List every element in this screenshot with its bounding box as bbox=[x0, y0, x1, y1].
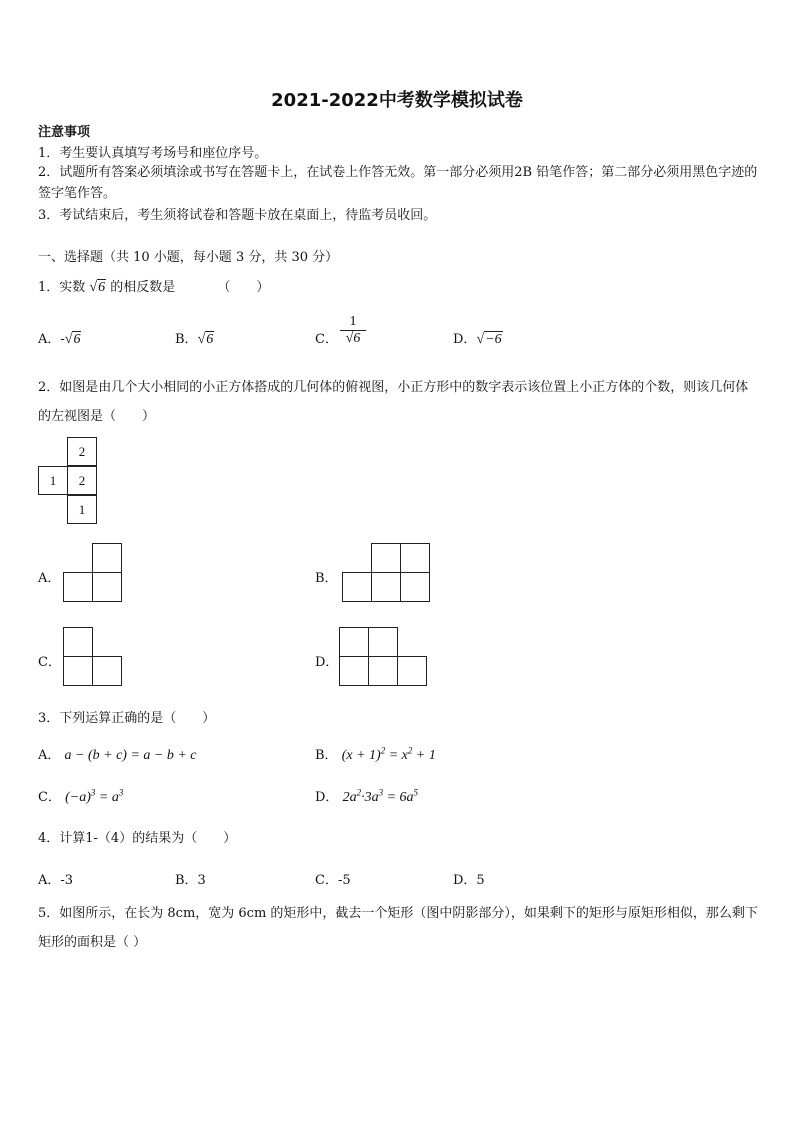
option-b[interactable]: B．3 bbox=[175, 873, 206, 888]
sqrt-expression: √6 bbox=[64, 332, 81, 347]
math-expression bbox=[65, 787, 124, 805]
figure-square bbox=[368, 656, 398, 686]
question-4: 4．计算1-（4）的结果为（ ） bbox=[38, 831, 237, 846]
option-b[interactable]: B． bbox=[315, 571, 338, 586]
notice-item: 1．考生要认真填写考场号和座位序号。 bbox=[38, 146, 268, 161]
answer-paren: （ ） bbox=[217, 280, 270, 295]
figure-square bbox=[342, 572, 372, 602]
math-expression: a − (b + c) = a − b + c bbox=[64, 748, 197, 763]
exponent: 2 bbox=[356, 787, 362, 798]
exponent: 5 bbox=[413, 787, 419, 798]
grid-cell: 1 bbox=[38, 466, 68, 495]
option-label: A． bbox=[38, 748, 61, 763]
option-d[interactable]: D． bbox=[315, 655, 339, 670]
math-expression bbox=[342, 787, 419, 805]
figure-square bbox=[63, 656, 93, 686]
figure-square bbox=[63, 572, 93, 602]
option-c[interactable]: C． bbox=[38, 655, 61, 670]
grid-cell: 2 bbox=[67, 466, 97, 495]
sqrt-expression: √−6 bbox=[476, 332, 502, 347]
option-a[interactable]: A．-3 bbox=[38, 873, 74, 888]
q1-text-pre: 1．实数 bbox=[38, 280, 86, 295]
figure-square bbox=[92, 572, 122, 602]
grid-cell: 1 bbox=[67, 495, 97, 524]
math-term: + 1 bbox=[412, 748, 436, 763]
option-d[interactable] bbox=[453, 328, 503, 348]
figure-square bbox=[92, 543, 122, 573]
grid-cell: 2 bbox=[67, 437, 97, 466]
sqrt-expression: √6 bbox=[89, 280, 106, 295]
figure-square bbox=[397, 656, 427, 686]
figure-square bbox=[371, 572, 401, 602]
figure-square bbox=[368, 627, 398, 657]
figure-square bbox=[400, 543, 430, 573]
option-label: C． bbox=[38, 790, 61, 805]
question-1 bbox=[38, 276, 269, 296]
math-term: = a bbox=[95, 790, 119, 805]
exponent: 3 bbox=[378, 787, 384, 798]
option-label: B． bbox=[175, 332, 198, 347]
figure-square bbox=[339, 656, 369, 686]
option-c[interactable]: C．-5 bbox=[315, 873, 351, 888]
notice-heading: 注意事项 bbox=[38, 125, 91, 140]
option-label: C． bbox=[315, 332, 338, 347]
option-b[interactable] bbox=[315, 744, 436, 764]
figure-square bbox=[371, 543, 401, 573]
question-3: 3．下列运算正确的是（ ） bbox=[38, 711, 216, 726]
math-term: 2a bbox=[342, 790, 357, 805]
math-term: = 6a bbox=[383, 790, 414, 805]
page-title: 2021-2022中考数学模拟试卷 bbox=[271, 90, 523, 111]
math-term: ·3a bbox=[361, 790, 379, 805]
question-2: 2．如图是由几个大小相同的小正方体搭成的几何体的俯视图，小正方形中的数字表示该位置上小正方体的个数，则该几何体的左视图是（ ） bbox=[38, 380, 749, 424]
exponent: 2 bbox=[407, 745, 413, 756]
figure-square bbox=[92, 656, 122, 686]
figure-square bbox=[400, 572, 430, 602]
option-c[interactable] bbox=[38, 786, 123, 806]
figure-square bbox=[339, 627, 369, 657]
option-label: B． bbox=[315, 748, 338, 763]
sqrt-radicand: 6 bbox=[206, 332, 214, 347]
option-label: D． bbox=[315, 790, 339, 805]
figure-square bbox=[63, 627, 93, 657]
q1-text-post: 的相反数是 bbox=[110, 280, 176, 295]
fraction bbox=[340, 314, 366, 347]
option-a[interactable] bbox=[38, 744, 197, 764]
math-term: (x + 1) bbox=[341, 748, 381, 763]
sqrt-expression: √6 bbox=[197, 332, 214, 347]
option-c[interactable] bbox=[315, 328, 338, 347]
math-term: (−a) bbox=[65, 790, 91, 805]
option-label: D． bbox=[453, 332, 477, 347]
notice-item: 2．试题所有答案必须填涂或书写在答题卡上，在试卷上作答无效。第一部分必须用2B 铅笔作答；第二部分必须用黑色字迹的签字笔作答。 bbox=[38, 165, 758, 201]
option-d[interactable] bbox=[315, 786, 418, 806]
fraction-numerator: 1 bbox=[349, 314, 357, 329]
option-label: A．- bbox=[38, 332, 65, 347]
sqrt-radicand: 6 bbox=[73, 332, 81, 347]
notice-item: 3．考试结束后，考生须将试卷和答题卡放在桌面上，待监考员收回。 bbox=[38, 208, 437, 223]
option-a[interactable] bbox=[38, 328, 81, 348]
fraction-denominator: √6 bbox=[340, 330, 366, 347]
section-heading: 一、选择题（共 10 小题，每小题 3 分，共 30 分） bbox=[38, 250, 339, 265]
exponent: 3 bbox=[90, 787, 96, 798]
exponent: 3 bbox=[118, 787, 124, 798]
option-d[interactable]: D．5 bbox=[453, 873, 485, 888]
question-5: 5．如图所示，在长为 8cm，宽为 6cm 的矩形中，截去一个矩形（图中阴影部分），如果剩下的矩形与原矩形相似，那么剩下矩形的面积是（ ） bbox=[38, 906, 758, 950]
option-a[interactable]: A． bbox=[38, 571, 61, 586]
sqrt-radicand: 6 bbox=[353, 331, 361, 346]
math-term: = x bbox=[385, 748, 408, 763]
sqrt-radicand: 6 bbox=[98, 280, 106, 295]
math-expression bbox=[341, 745, 436, 763]
option-b[interactable] bbox=[175, 328, 214, 348]
sqrt-radicand: −6 bbox=[485, 332, 502, 347]
exponent: 2 bbox=[380, 745, 386, 756]
